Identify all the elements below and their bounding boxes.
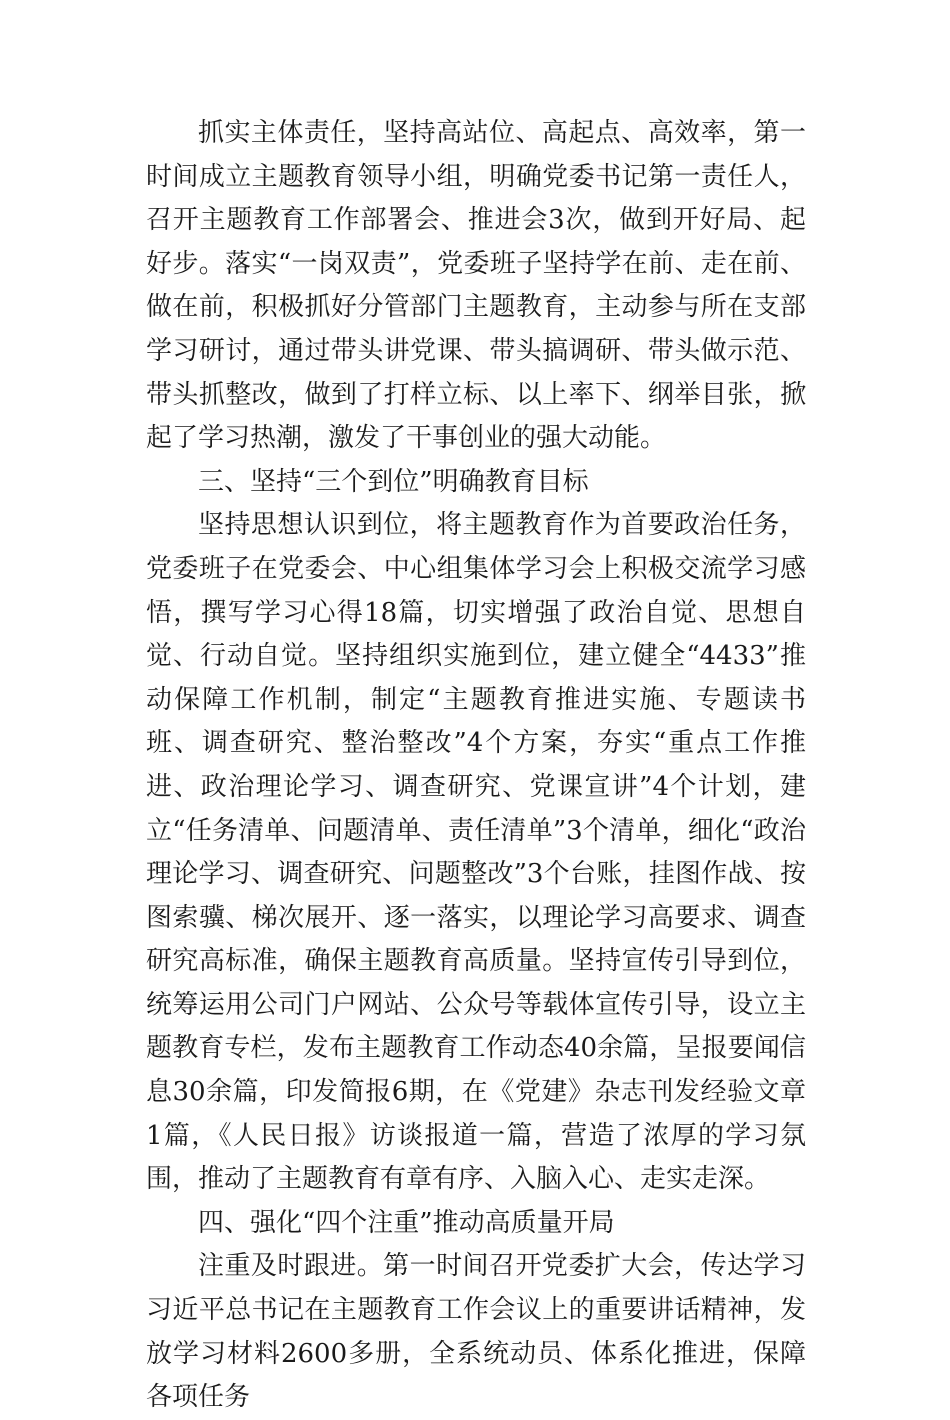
paragraph-responsibility: 抓实主体责任，坚持高站位、高起点、高效率，第一时间成立主题教育领导小组，明确党委书记第一责任人，召开主题教育工作部署会、推进会3次，做到开好局、起好步。落实“一岗双责”，党委班子坚持学在前、走在前、做在前，积极抓好分管部门主题教育，主动参与所在支部学习研讨，通过带头讲党课、带头搞调研、带头做示范、带头抓整改，做到了打样立标、以上率下、纲举目张，掀起了学习热潮，激发了干事创业的强大动能。 — [146, 118, 806, 454]
document-page — [146, 112, 806, 1420]
section-heading-four: 四、强化“四个注重”推动高质量开局 — [198, 1207, 615, 1238]
section-heading-three: 三、坚持“三个到位”明确教育目标 — [198, 466, 589, 497]
paragraph-timely-follow-up: 注重及时跟进。第一时间召开党委扩大会，传达学习习近平总书记在主题教育工作会议上的重要讲话精神，发放学习材料2600多册，全系统动员、体系化推进，保障各项任务 — [146, 1251, 806, 1413]
paragraph-three-in-place: 坚持思想认识到位，将主题教育作为首要政治任务，党委班子在党委会、中心组集体学习会上积极交流学习感悟，撰写学习心得18篇，切实增强了政治自觉、思想自觉、行动自觉。坚持组织实施到位，建立健全“4433”推动保障工作机制，制定“主题教育推进实施、专题读书班、调查研究、整治整改”4个方案，夯实“重点工作推进、政治理论学习、调查研究、党课宣讲”4个计划，建立“任务清单、问题清单、责任清单”3个清单，细化“政治理论学习、调查研究、问题整改”3个台账，挂图作战、按图索骥、梯次展开、逐一落实，以理论学习高要求、调查研究高标准，确保主题教育高质量。坚持宣传引导到位，统筹运用公司门户网站、公众号等载体宣传引导，设立主题教育专栏，发布主题教育工作动态40余篇，呈报要闻信息30余篇，印发简报6期，在《党建》杂志刊发经验文章1篇，《人民日报》访谈报道一篇，营造了浓厚的学习氛围，推动了主题教育有章有序、入脑入心、走实走深。 — [146, 510, 806, 1195]
